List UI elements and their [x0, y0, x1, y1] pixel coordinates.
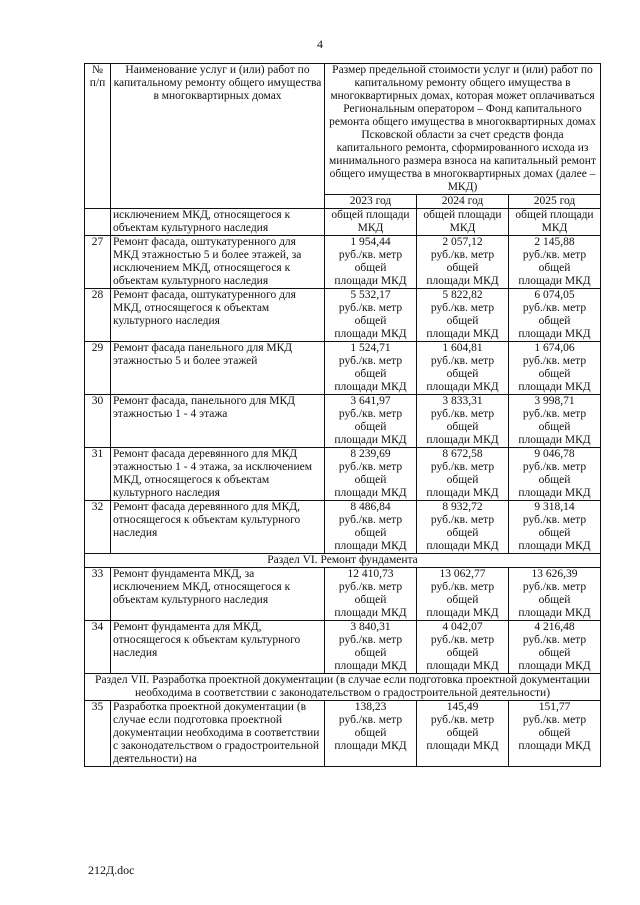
price-unit: руб./кв. метр — [522, 461, 587, 473]
price-unit-general: общей — [538, 527, 571, 539]
price-unit: руб./кв. метр — [430, 408, 495, 420]
row-number: 31 — [85, 448, 111, 501]
row-service-name: Ремонт фасада, оштукатуренного для МКД этажностью 5 и более этажей, за исключением МКД, относящегося к объектам культурного наследия — [111, 236, 325, 289]
price-unit: руб./кв. метр — [430, 461, 495, 473]
price-cell-2024 — [417, 568, 509, 621]
price-unit: руб./кв. метр — [338, 714, 403, 726]
price-cell-2025 — [509, 501, 601, 554]
price-value: 1 524,71 — [350, 342, 391, 354]
table-row — [85, 236, 601, 289]
price-cell-2023 — [325, 448, 417, 501]
row-service-name: Ремонт фундамента МКД, за исключением МКД, относящегося к объектам культурного наследия — [111, 568, 325, 621]
price-cell-2024 — [417, 342, 509, 395]
price-value: 5 532,17 — [350, 289, 391, 301]
price-unit-area: площади МКД — [426, 328, 499, 340]
price-unit: руб./кв. метр — [522, 514, 587, 526]
section-7-row — [85, 674, 601, 701]
header-cost: Размер предельной стоимости услуг и (или) работ по капитальному ремонту общего имущества в многоквартирных домах, которая может оплачиваться Региональным оператором – Фонд капитального ремонта общего имущества в многоквартирных домах Псковской области за счет средств фонда капитального ремонта, сформированного исхода из минимального размера взноса на капитальный ремонт общего имущества в многоквартирных домах (далее – МКД) — [325, 64, 601, 195]
price-value: 5 822,82 — [442, 289, 483, 301]
price-unit: руб./кв. метр — [522, 581, 587, 593]
price-unit-general: общей — [354, 474, 387, 486]
row-service-name: Ремонт фасада деревянного для МКД, относящегося к объектам культурного наследия — [111, 501, 325, 554]
price-unit: руб./кв. метр — [338, 634, 403, 646]
price-unit-general: общей — [538, 421, 571, 433]
section-7-title: Раздел VII. Разработка проектной документации (в случае если подготовка проектной документации необходима в соответствии с законодательством о градостроительной деятельности) — [85, 674, 601, 701]
row-service-name: Ремонт фасада деревянного для МКД этажностью 1 - 4 этажа, за исключением МКД, относящегося к объектам культурного наследия — [111, 448, 325, 501]
price-unit-area: площади МКД — [334, 487, 407, 499]
table-row — [85, 289, 601, 342]
row-number: 29 — [85, 342, 111, 395]
price-unit-area: площади МКД — [426, 381, 499, 393]
price-value: 13 062,77 — [439, 568, 486, 580]
price-unit-general: общей — [446, 594, 479, 606]
price-unit-general: общей — [446, 421, 479, 433]
row-service-name: Ремонт фасада, панельного для МКД этажностью 1 - 4 этажа — [111, 395, 325, 448]
row-number: 28 — [85, 289, 111, 342]
price-unit: руб./кв. метр — [522, 408, 587, 420]
price-unit-general: общей — [538, 368, 571, 380]
row-number: 34 — [85, 621, 111, 674]
price-unit-area: площади МКД — [518, 381, 591, 393]
price-unit-area: площади МКД — [518, 540, 591, 552]
header-name: Наименование услуг и (или) работ по капитальному ремонту общего имущества в многоквартирных домах — [111, 64, 325, 209]
price-unit: руб./кв. метр — [430, 302, 495, 314]
price-value: 13 626,39 — [531, 568, 578, 580]
price-unit: руб./кв. метр — [338, 249, 403, 261]
header-year-2025: 2025 год — [509, 195, 601, 209]
price-value: 3 998,71 — [534, 395, 575, 407]
table-row — [85, 701, 601, 767]
price-cell-2025 — [509, 568, 601, 621]
price-unit-area: площади МКД — [334, 660, 407, 672]
price-unit: руб./кв. метр — [522, 355, 587, 367]
price-cell-2023 — [325, 501, 417, 554]
continuation-cell-2024: общей площади МКД — [417, 209, 509, 236]
price-unit: руб./кв. метр — [430, 249, 495, 261]
table-row — [85, 395, 601, 448]
price-unit-general: общей — [354, 315, 387, 327]
price-value: 8 932,72 — [442, 501, 483, 513]
price-cell-2024 — [417, 501, 509, 554]
price-unit: руб./кв. метр — [338, 581, 403, 593]
price-unit-general: общей — [446, 727, 479, 739]
row-service-name: Ремонт фасада, оштукатуренного для МКД, относящегося к объектам культурного наследия — [111, 289, 325, 342]
price-unit-area: площади МКД — [426, 740, 499, 752]
price-unit-general: общей — [354, 727, 387, 739]
price-unit: руб./кв. метр — [430, 355, 495, 367]
price-unit-general: общей — [538, 647, 571, 659]
price-unit: руб./кв. метр — [338, 302, 403, 314]
price-unit-general: общей — [446, 474, 479, 486]
price-unit: руб./кв. метр — [522, 714, 587, 726]
section-6-title: Раздел VI. Ремонт фундамента — [85, 554, 601, 568]
price-unit-area: площади МКД — [334, 540, 407, 552]
price-cell-2025 — [509, 621, 601, 674]
price-unit-area: площади МКД — [426, 434, 499, 446]
continuation-cell-2023: общей площади МКД — [325, 209, 417, 236]
price-value: 4 042,07 — [442, 621, 483, 633]
price-value: 8 486,84 — [350, 501, 391, 513]
price-unit-area: площади МКД — [518, 328, 591, 340]
price-unit-general: общей — [538, 727, 571, 739]
price-value: 9 046,78 — [534, 448, 575, 460]
price-value: 3 833,31 — [442, 395, 483, 407]
price-value: 3 641,97 — [350, 395, 391, 407]
price-unit-general: общей — [446, 368, 479, 380]
price-unit: руб./кв. метр — [338, 461, 403, 473]
header-row — [85, 64, 601, 195]
price-cell-2024 — [417, 448, 509, 501]
table-row — [85, 621, 601, 674]
price-unit: руб./кв. метр — [522, 302, 587, 314]
price-cell-2025 — [509, 289, 601, 342]
price-unit-general: общей — [538, 474, 571, 486]
price-unit: руб./кв. метр — [430, 714, 495, 726]
price-unit: руб./кв. метр — [522, 249, 587, 261]
table-row — [85, 501, 601, 554]
price-cell-2023 — [325, 289, 417, 342]
table-row — [85, 342, 601, 395]
price-value: 2 057,12 — [442, 236, 483, 248]
price-cell-2023 — [325, 621, 417, 674]
footer-filename: 212Д.doc — [88, 863, 135, 877]
row-number: 33 — [85, 568, 111, 621]
section-6-row — [85, 554, 601, 568]
price-value: 151,77 — [538, 701, 571, 713]
header-year-2024: 2024 год — [417, 195, 509, 209]
page-number: 4 — [317, 37, 323, 51]
price-cell-2024 — [417, 621, 509, 674]
price-cell-2024 — [417, 701, 509, 767]
price-unit-area: площади МКД — [518, 487, 591, 499]
price-unit-area: площади МКД — [334, 381, 407, 393]
price-unit-general: общей — [446, 315, 479, 327]
price-unit: руб./кв. метр — [338, 514, 403, 526]
price-cell-2023 — [325, 236, 417, 289]
price-cell-2025 — [509, 448, 601, 501]
price-cell-2025 — [509, 342, 601, 395]
price-value: 8 672,58 — [442, 448, 483, 460]
price-unit-general: общей — [538, 262, 571, 274]
price-cell-2023 — [325, 701, 417, 767]
price-unit-general: общей — [354, 368, 387, 380]
table-row — [85, 568, 601, 621]
row-service-name: Ремонт фасада панельного для МКД этажностью 5 и более этажей — [111, 342, 325, 395]
price-unit: руб./кв. метр — [522, 634, 587, 646]
price-unit-general: общей — [446, 647, 479, 659]
price-value: 1 604,81 — [442, 342, 483, 354]
row-service-name: Разработка проектной документации (в случае если подготовка проектной документации необходима в соответствии с законодательством о градостроительной деятельности) на — [111, 701, 325, 767]
continuation-num — [85, 209, 111, 236]
price-cell-2024 — [417, 289, 509, 342]
price-unit-area: площади МКД — [334, 740, 407, 752]
price-unit-area: площади МКД — [518, 660, 591, 672]
price-unit: руб./кв. метр — [338, 408, 403, 420]
price-value: 12 410,73 — [347, 568, 394, 580]
price-unit: руб./кв. метр — [430, 514, 495, 526]
price-unit-general: общей — [354, 647, 387, 659]
price-value: 6 074,05 — [534, 289, 575, 301]
price-unit-general: общей — [538, 594, 571, 606]
price-value: 3 840,31 — [350, 621, 391, 633]
row-service-name: Ремонт фундамента для МКД, относящегося к объектам культурного наследия — [111, 621, 325, 674]
row-number: 27 — [85, 236, 111, 289]
continuation-cell-2025: общей площади МКД — [509, 209, 601, 236]
row-number: 32 — [85, 501, 111, 554]
price-unit-general: общей — [354, 262, 387, 274]
price-value: 9 318,14 — [534, 501, 575, 513]
price-unit-area: площади МКД — [518, 434, 591, 446]
price-unit: руб./кв. метр — [430, 634, 495, 646]
table-row — [85, 448, 601, 501]
continuation-row — [85, 209, 601, 236]
price-unit-general: общей — [538, 315, 571, 327]
price-unit-area: площади МКД — [426, 540, 499, 552]
price-unit-area: площади МКД — [334, 434, 407, 446]
header-year-2023: 2023 год — [325, 195, 417, 209]
price-unit-area: площади МКД — [334, 275, 407, 287]
price-value: 1 674,06 — [534, 342, 575, 354]
price-unit-area: площади МКД — [518, 740, 591, 752]
price-unit-general: общей — [446, 262, 479, 274]
price-unit-area: площади МКД — [334, 607, 407, 619]
price-cell-2023 — [325, 568, 417, 621]
price-unit-area: площади МКД — [518, 607, 591, 619]
price-unit-area: площади МКД — [426, 660, 499, 672]
price-unit: руб./кв. метр — [430, 581, 495, 593]
price-value: 145,49 — [446, 701, 479, 713]
header-num: № п/п — [85, 64, 111, 209]
price-cell-2025 — [509, 701, 601, 767]
price-cell-2025 — [509, 236, 601, 289]
price-value: 138,23 — [354, 701, 387, 713]
price-unit-general: общей — [354, 527, 387, 539]
price-cell-2023 — [325, 342, 417, 395]
price-value: 2 145,88 — [534, 236, 575, 248]
price-unit-general: общей — [446, 527, 479, 539]
cost-table — [84, 63, 601, 767]
price-unit-area: площади МКД — [426, 275, 499, 287]
price-unit: руб./кв. метр — [338, 355, 403, 367]
price-value: 8 239,69 — [350, 448, 391, 460]
row-number: 35 — [85, 701, 111, 767]
price-unit-general: общей — [354, 421, 387, 433]
row-number: 30 — [85, 395, 111, 448]
price-value: 4 216,48 — [534, 621, 575, 633]
price-cell-2024 — [417, 236, 509, 289]
price-cell-2024 — [417, 395, 509, 448]
price-unit-area: площади МКД — [426, 607, 499, 619]
price-cell-2023 — [325, 395, 417, 448]
price-cell-2025 — [509, 395, 601, 448]
price-unit-area: площади МКД — [426, 487, 499, 499]
price-unit-general: общей — [354, 594, 387, 606]
price-unit-area: площади МКД — [518, 275, 591, 287]
price-value: 1 954,44 — [350, 236, 391, 248]
price-unit-area: площади МКД — [334, 328, 407, 340]
continuation-name: исключением МКД, относящегося к объектам культурного наследия — [111, 209, 325, 236]
